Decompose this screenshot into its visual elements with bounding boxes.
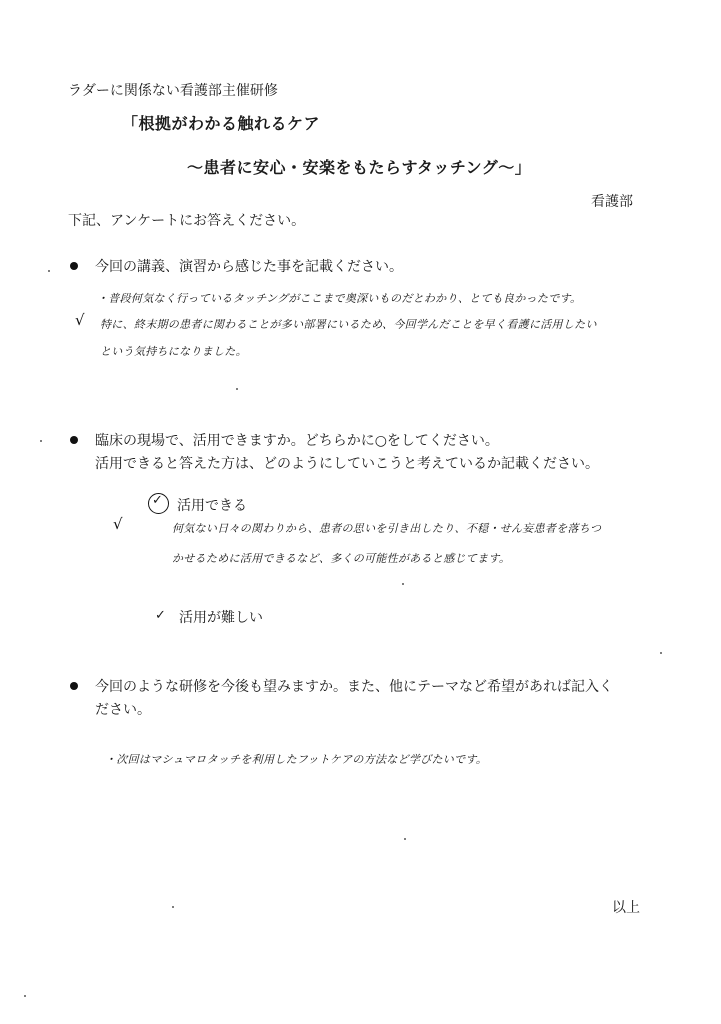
option-yes-checkmark: ✓ — [152, 493, 163, 508]
scan-speck — [40, 440, 42, 442]
q2-check-mark: √ — [113, 515, 123, 533]
scan-speck — [172, 906, 174, 908]
q1-answer-line-3: という気持ちになりました。 — [100, 345, 247, 358]
scan-speck — [24, 995, 26, 997]
question-2-line-1: 臨床の現場で、活用できますか。どちらかに○をしてください。 — [95, 433, 499, 449]
q3-answer: ・次回はマシュマロタッチを利用したフットケアの方法など学びたいです。 — [105, 753, 488, 766]
scan-speck — [404, 838, 406, 840]
option-no-checkmark: ✓ — [155, 608, 166, 623]
question-1: 今回の講義、演習から感じた事を記載ください。 — [95, 259, 403, 275]
intro-text: 下記、アンケートにお答えください。 — [68, 213, 306, 229]
bullet-q2 — [70, 436, 78, 444]
q1-answer-line-2: 特に、終末期の患者に関わることが多い部署にいるため、今回学んだことを早く看護に活用したい — [100, 318, 597, 331]
bullet-q3 — [70, 682, 78, 690]
question-3-line-1: 今回のような研修を今後も望みますか。また、他にテーマなど希望があれば記入く — [95, 679, 613, 695]
q1-answer-line-1: ・普段何気なく行っているタッチングがここまで奥深いものだとわかり、とても良かったです。 — [97, 292, 582, 305]
page-subtitle: ～患者に安心・安楽をもたらすタッチング～」 — [187, 158, 532, 177]
question-2-line-2: 活用できると答えた方は、どのようにしていこうと考えているか記載ください。 — [95, 456, 599, 472]
scan-speck — [236, 388, 238, 390]
department-label: 看護部 — [591, 194, 633, 210]
q2-answer-line-2: かせるために活用できるなど、多くの可能性があると感じてます。 — [172, 552, 511, 565]
scan-speck — [48, 270, 50, 272]
scan-speck — [402, 583, 404, 585]
closing-mark: 以上 — [612, 900, 640, 916]
scan-speck — [660, 652, 662, 654]
option-difficult[interactable]: 活用が難しい — [179, 610, 263, 626]
organizer-line: ラダーに関係ない看護部主催研修 — [68, 83, 278, 99]
page-title: 「根拠がわかる触れるケア — [122, 114, 321, 133]
question-3-line-2: ださい。 — [95, 702, 151, 718]
q1-check-mark: √ — [75, 311, 85, 329]
q2-answer-line-1: 何気ない日々の関わりから、患者の思いを引き出したり、不穏・せん妄患者を落ちつ — [172, 522, 602, 535]
bullet-q1 — [70, 262, 78, 270]
option-can-use[interactable]: 活用できる — [177, 498, 247, 514]
